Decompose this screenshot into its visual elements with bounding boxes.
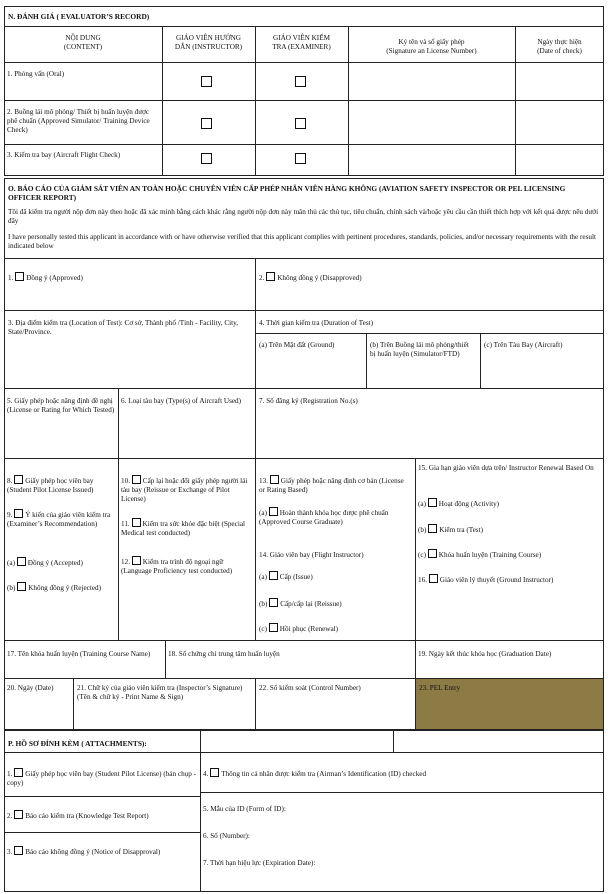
- item-14-b[interactable]: (b) Cấp/cấp lại (Reissue): [259, 600, 342, 608]
- id-checked-checkbox[interactable]: [210, 768, 219, 777]
- oral-examiner-checkbox[interactable]: [295, 76, 306, 87]
- simulator-instructor-checkbox[interactable]: [201, 118, 212, 129]
- flight-examiner-checkbox[interactable]: [295, 153, 306, 164]
- attachment-4[interactable]: 4. Thông tin cá nhân được kiểm tra (Airman’s Identification (ID) checked: [203, 770, 427, 778]
- section-p-title: P. HỒ SƠ ĐÍNH KÈM ( ATTACHMENTS):: [8, 739, 147, 748]
- special-medical-checkbox[interactable]: [132, 518, 141, 527]
- id-number: 6. Số (Number):: [203, 832, 250, 840]
- graduation-date: 19. Ngày kết thúc khóa học (Graduation Date): [418, 650, 552, 658]
- item-14: 14. Giáo viên bay (Flight Instructor): [259, 551, 364, 559]
- location-of-test: 3. Địa điểm kiểm tra (Location of Test): Cơ sở, Thành phố /Tỉnh - Facility, City, State/Province.: [8, 319, 239, 336]
- control-number: 22. Số kiểm soát (Control Number): [259, 684, 361, 692]
- attachment-1[interactable]: 1. Giấy phép học viên bay (Student Pilot License) (bản chụp - copy): [7, 770, 197, 787]
- statement-en: I have personally tested this applicant in accordance with or have otherwise verified that this applicant complies with pertinent procedures, standards, policies, and/or necessary requirements with the result indicated below: [8, 233, 596, 250]
- date-field: 20. Ngày (Date): [7, 684, 54, 692]
- item-9-a[interactable]: (a) Đồng ý (Accepted): [7, 559, 83, 567]
- statement-vi: Tôi đã kiểm tra người nộp đơn này theo hoặc đã xác minh bằng cách khác rằng người nộp đơn này tuân thủ các thủ tục, tiêu chuẩn, chính sách và/hoặc yêu cầu cần thiết thích hợp với kết quả được nêu dưới đây: [8, 208, 599, 225]
- knowledge-test-checkbox[interactable]: [14, 810, 23, 819]
- header-date: Ngày thực hiện (Date of check): [537, 38, 582, 55]
- renewal-checkbox[interactable]: [269, 623, 278, 632]
- item-9-b[interactable]: (b) Không đồng ý (Rejected): [7, 584, 102, 592]
- attachment-2[interactable]: 2. Báo cáo kiểm tra (Knowledge Test Report): [7, 812, 149, 820]
- item-15-b[interactable]: (b) Kiểm tra (Test): [418, 526, 483, 534]
- approved-option[interactable]: 1. Đồng ý (Approved): [8, 274, 83, 282]
- item-13[interactable]: 13. Giấy phép hoặc năng định cơ bản (License or Rating Based): [259, 477, 404, 494]
- section-o-table: [4, 178, 604, 730]
- flight-instructor-checkbox[interactable]: [201, 153, 212, 164]
- inspector-signature: 21. Chữ ký của giáo viên kiểm tra (Inspector’s Signature) (Tên & chữ ký - Print Name & Sign): [77, 684, 243, 701]
- item-13-a[interactable]: (a) Hoàn thành khóa học được phê chuẩn (Approved Course Graduate): [259, 509, 389, 526]
- disapproved-checkbox[interactable]: [266, 272, 275, 281]
- simulator-examiner-checkbox[interactable]: [295, 118, 306, 129]
- training-center-certificate: 18. Số chứng chỉ trung tâm huấn luyện: [168, 650, 280, 658]
- student-license-checkbox[interactable]: [14, 475, 23, 484]
- duration-ground: (a) Trên Mặt đất (Ground): [259, 341, 335, 349]
- item-12[interactable]: 12. Kiểm tra trình độ ngoại ngữ (Language Proficiency test conducted): [121, 558, 233, 575]
- rejected-checkbox[interactable]: [17, 582, 26, 591]
- header-instructor: GIÁO VIÊN HƯỚNG DẪN (INSTRUCTOR): [174, 34, 243, 51]
- aircraft-type: 6. Loại tàu bay (Type(s) of Aircraft Used): [121, 397, 242, 405]
- item-15-a[interactable]: (a) Hoạt động (Activity): [418, 500, 500, 508]
- form-of-id: 5. Mẫu của ID (Form of ID):: [203, 805, 286, 813]
- item-10[interactable]: 10. Cấp lại hoặc đổi giấy phép người lái tàu bay (Reissue or Exchange of Pilot License): [121, 477, 248, 503]
- disapproved-option[interactable]: 2. Không đồng ý (Disapproved): [259, 274, 362, 282]
- header-signature: Ký tên và số giấy phép (Signature an License Number): [386, 38, 477, 55]
- registration-no: 7. Số đăng ký (Registration No.(s): [259, 397, 358, 405]
- section-o-title: O. BÁO CÁO CỦA GIÁM SÁT VIÊN AN TOÀN HOẶC CHUYÊN VIÊN CẤP PHÉP NHÂN VIÊN HÀNG KHÔNG (AVIATION SAFETY INSPECTOR OR PEL LICENSING OFFICER REPORT): [8, 184, 566, 203]
- issue-checkbox[interactable]: [269, 571, 278, 580]
- item-15-c[interactable]: (c) Khóa huấn luyện (Training Course): [418, 551, 542, 559]
- accepted-checkbox[interactable]: [17, 557, 26, 566]
- reissue-license-checkbox[interactable]: [132, 475, 141, 484]
- item-14-c[interactable]: (c) Hồi phục (Renewal): [259, 625, 339, 633]
- test-checkbox[interactable]: [428, 524, 437, 533]
- activity-checkbox[interactable]: [428, 498, 437, 507]
- row-flight-label: 3. Kiểm tra bay (Aircraft Flight Check): [7, 151, 121, 159]
- training-course-name: 17. Tên khóa huấn luyện (Training Course Name): [7, 650, 151, 658]
- language-proficiency-checkbox[interactable]: [132, 556, 141, 565]
- expiration-date: 7. Thời hạn hiệu lực (Expiration Date):: [203, 859, 316, 867]
- reissue-checkbox[interactable]: [269, 598, 278, 607]
- row-oral-label: 1. Phỏng vấn (Oral): [7, 70, 65, 78]
- item-15: 15. Gia hạn giáo viên dựa trên/ Instructor Renewal Based On: [418, 464, 594, 472]
- item-16[interactable]: 16. Giáo viên lý thuyết (Ground Instructor): [418, 576, 554, 584]
- header-content: NỘI DUNG (CONTENT): [63, 34, 103, 51]
- examiner-recommendation-checkbox[interactable]: [14, 509, 23, 518]
- duration-aircraft: (c) Trên Tàu Bay (Aircraft): [484, 341, 563, 349]
- row-simulator-label: 2. Buồng lái mô phỏng/ Thiết bị huấn luyện được phê chuẩn (Approved Simulator/ Training Device Check): [7, 108, 150, 134]
- notice-disapproval-checkbox[interactable]: [14, 846, 23, 855]
- item-8[interactable]: 8. Giấy phép học viên bay (Student Pilot License Issued): [7, 477, 94, 494]
- duration-simulator: (b) Trên Buồng lái mô phỏng/thiết bị huấn luyện (Simulator/FTD): [370, 341, 469, 358]
- item-14-a[interactable]: (a) Cấp (Issue): [259, 573, 313, 581]
- duration-of-test: 4. Thời gian kiểm tra (Duration of Test): [259, 319, 374, 327]
- training-course-checkbox[interactable]: [428, 549, 437, 558]
- approved-course-checkbox[interactable]: [269, 507, 278, 516]
- license-rating-based-checkbox[interactable]: [270, 475, 279, 484]
- header-examiner: GIÁO VIÊN KIỂM TRA (EXAMINER): [272, 34, 331, 51]
- pel-entry-label: 23. PEL Entry: [419, 684, 461, 692]
- attachment-3[interactable]: 3. Báo cáo không đồng ý (Notice of Disapproval): [7, 848, 161, 856]
- item-9[interactable]: 9. Ý kiến của giáo viên kiểm tra (Examiner’s Recommendation): [7, 511, 111, 528]
- item-11[interactable]: 11. Kiểm tra sức khỏe đặc biệt (Special Medical test conducted): [121, 520, 246, 537]
- ground-instructor-checkbox[interactable]: [429, 574, 438, 583]
- section-n-title: N. ĐÁNH GIÁ ( EVALUATOR’S RECORD): [8, 12, 150, 21]
- approved-checkbox[interactable]: [15, 272, 24, 281]
- student-license-copy-checkbox[interactable]: [14, 768, 23, 777]
- oral-instructor-checkbox[interactable]: [201, 76, 212, 87]
- license-tested: 5. Giấy phép hoặc năng định đề nghị (License or Rating for Which Tested): [7, 397, 115, 414]
